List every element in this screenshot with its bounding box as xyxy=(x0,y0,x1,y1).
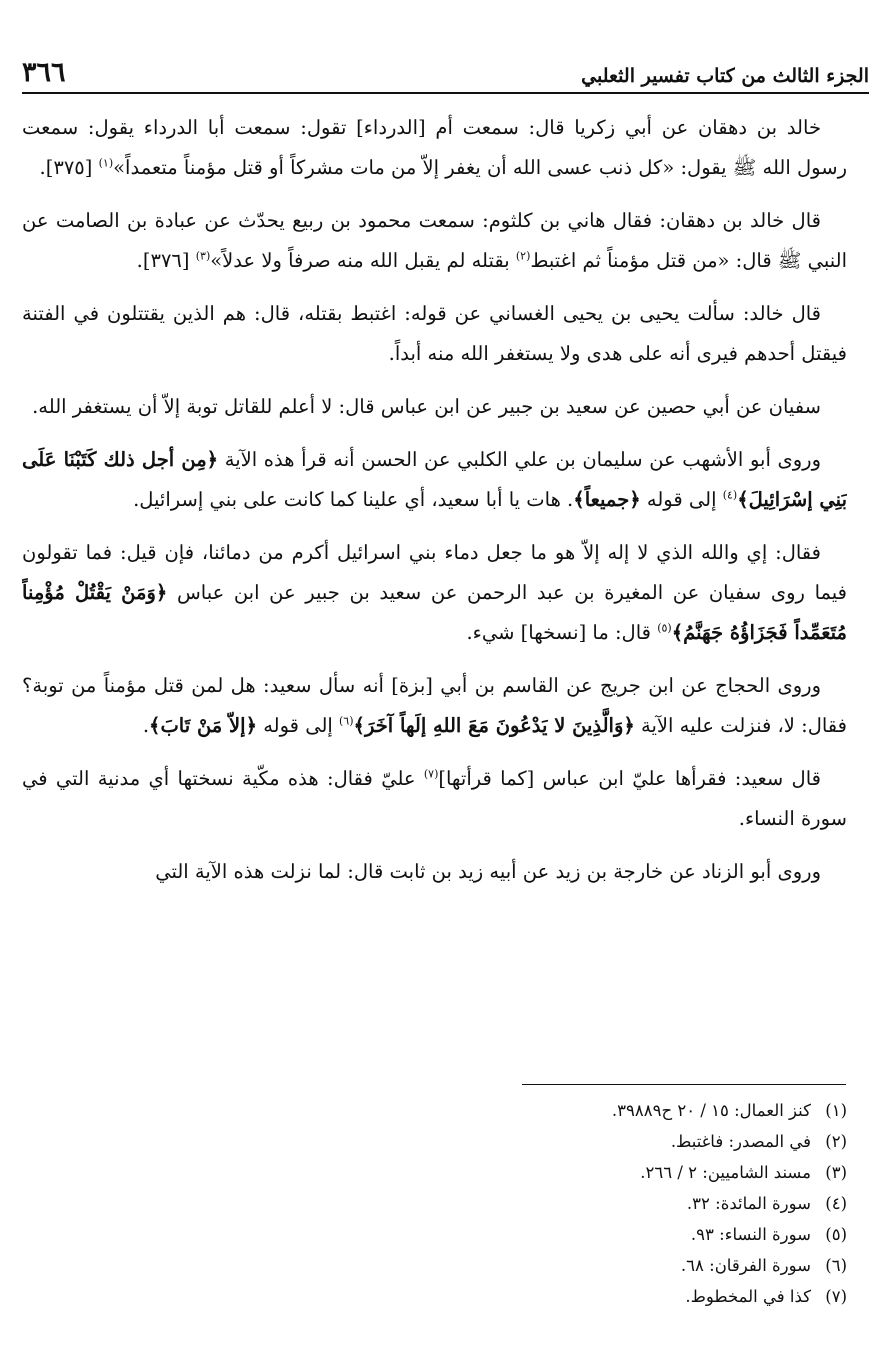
paragraph-text: وروى أبو الأشهب عن سليمان بن علي الكلبي عن الحسن أنه قرأ هذه الآية xyxy=(218,448,821,471)
footnote xyxy=(247,1188,847,1219)
paragraph-text: بقتله لم يقبل الله منه صرفاً ولا عدلاً» xyxy=(210,249,516,272)
footnote-number: (٤) xyxy=(825,1194,847,1213)
paragraph-text: . هات يا أبا سعيد، أي علينا كما كانت على بني إسرائيل. xyxy=(133,488,574,511)
paragraph-text: خالد بن دهقان عن أبي زكريا قال: سمعت أم [الدرداء] تقول: سمعت أبا الدرداء يقول: سمعت رسول الله ﷺ يقول: «كل ذنب عسى الله أن يغفر إلاّ من مات مشركاً أو قتل مؤمناً متعمداً» xyxy=(22,116,847,179)
quran-quote: ﴿مِن أجل ذلك كَتَبْنَا عَلَى بَنِي إسْرَائِيلَ﴾ xyxy=(22,448,847,511)
footnotes xyxy=(247,1095,847,1312)
running-title: الجزء الثالث من كتاب تفسير الثعلبي xyxy=(581,65,869,87)
paragraph-text: قال سعيد: فقرأها عليّ ابن عباس [كما قرأتها] xyxy=(438,767,821,790)
footnote-text: سورة الفرقان: ٦٨. xyxy=(680,1256,811,1275)
footnote-text: كذا في المخطوط. xyxy=(685,1287,811,1306)
footnote-marker: (٧) xyxy=(423,767,439,781)
footnote xyxy=(247,1281,847,1312)
quran-quote: ﴿وَمَنْ يَقْتُلْ مُؤْمِناً مُتَعَمِّداً فَجَزَاؤُهُ جَهَنَّمُ﴾ xyxy=(22,581,847,644)
paragraph-text: سفيان عن أبي حصين عن سعيد بن جبير عن ابن عباس قال: لا أعلم للقاتل توبة إلاّ أن يستغفر الله. xyxy=(32,395,821,418)
footnote-marker: (٢) xyxy=(515,249,531,263)
footnote-marker: (١) xyxy=(98,156,114,170)
footnote-text: مسند الشاميين: ٢ / ٢٦٦. xyxy=(640,1163,811,1182)
paragraph-text: عليّ فقال: هذه مكّية نسختها أي مدنية التي في سورة النساء. xyxy=(22,767,847,830)
paragraph xyxy=(22,533,847,653)
footnote-marker: (٣) xyxy=(195,249,211,263)
footnote xyxy=(247,1250,847,1281)
paragraph-text: فقال: إي والله الذي لا إله إلاّ هو ما جعل دماء بني اسرائيل أكرم من دمائنا، فإن قيل: فما تقولون فيما روى سفيان عن المغيرة بن عبد الرحمن عن سعيد بن جبير عن ابن عباس xyxy=(22,541,847,604)
paragraph-text: . xyxy=(142,714,150,737)
footnote-number: (٣) xyxy=(825,1163,847,1182)
footnote-text: في المصدر: فاغتبط. xyxy=(670,1132,811,1151)
paragraph xyxy=(22,666,847,746)
footnote xyxy=(247,1126,847,1157)
paragraph xyxy=(22,201,847,281)
paragraph-text: إلى قوله xyxy=(640,488,723,511)
quran-quote: ﴿جميعاً﴾ xyxy=(573,488,641,511)
page-header xyxy=(22,54,869,94)
paragraph xyxy=(22,759,847,839)
paragraph-text: إلى قوله xyxy=(257,714,339,737)
paragraph xyxy=(22,852,847,892)
paragraph xyxy=(22,387,847,427)
footnote-marker: (٦) xyxy=(339,714,354,728)
paragraph-text: [٣٧٥]. xyxy=(39,156,99,179)
page-number: ٣٦٦ xyxy=(22,57,66,88)
paragraph xyxy=(22,108,847,188)
paragraph-text: وروى أبو الزناد عن خارجة بن زيد عن أبيه زيد بن ثابت قال: لما نزلت هذه الآية التي xyxy=(155,860,821,883)
footnote xyxy=(247,1095,847,1126)
paragraph-text: قال: ما [نسخها] شيء. xyxy=(466,621,658,644)
footnote-text: سورة النساء: ٩٣. xyxy=(690,1225,811,1244)
footnote-marker: (٥) xyxy=(657,621,672,635)
paragraph-text: قال خالد بن دهقان: فقال هاني بن كلثوم: سمعت محمود بن ربيع يحدّث عن عبادة بن الصامت عن النبي ﷺ قال: «من قتل مؤمناً ثم اغتبط xyxy=(22,209,847,272)
footnote-number: (١) xyxy=(825,1101,847,1120)
paragraph-text: وروى الحجاج عن ابن جريج عن القاسم بن أبي [بزة] أنه سأل سعيد: هل لمن قتل مؤمناً من توبة؟ فقال: لا، فنزلت عليه الآية xyxy=(22,674,847,737)
footnote-number: (٦) xyxy=(825,1256,847,1275)
paragraph-text: [٣٧٦]. xyxy=(136,249,196,272)
footnote-separator xyxy=(522,1084,846,1085)
footnote xyxy=(247,1219,847,1250)
quran-quote: ﴿وَالَّذِينَ لا يَدْعُونَ مَعَ اللهِ إلَهاً آخَرَ﴾ xyxy=(353,714,635,737)
paragraph-text: قال خالد: سألت يحيى بن يحيى الغساني عن قوله: اغتبط بقتله، قال: هم الذين يقتتلون في الفتنة فيقتل أحدهم فيرى أنه على هدى ولا يستغفر الله منه أبداً. xyxy=(22,302,847,365)
footnote-text: سورة المائدة: ٣٢. xyxy=(686,1194,811,1213)
footnote-text: كنز العمال: ١٥ / ٢٠ ح٣٩٨٨٩. xyxy=(611,1101,811,1120)
paragraph xyxy=(22,440,847,520)
footnote-number: (٢) xyxy=(825,1132,847,1151)
footnote-marker: (٤) xyxy=(722,488,738,502)
footnote-number: (٧) xyxy=(825,1287,847,1306)
footnote-number: (٥) xyxy=(825,1225,847,1244)
paragraph xyxy=(22,294,847,374)
footnote xyxy=(247,1157,847,1188)
main-text xyxy=(22,108,847,1048)
quran-quote: ﴿إلاّ مَنْ تَابَ﴾ xyxy=(149,714,257,737)
